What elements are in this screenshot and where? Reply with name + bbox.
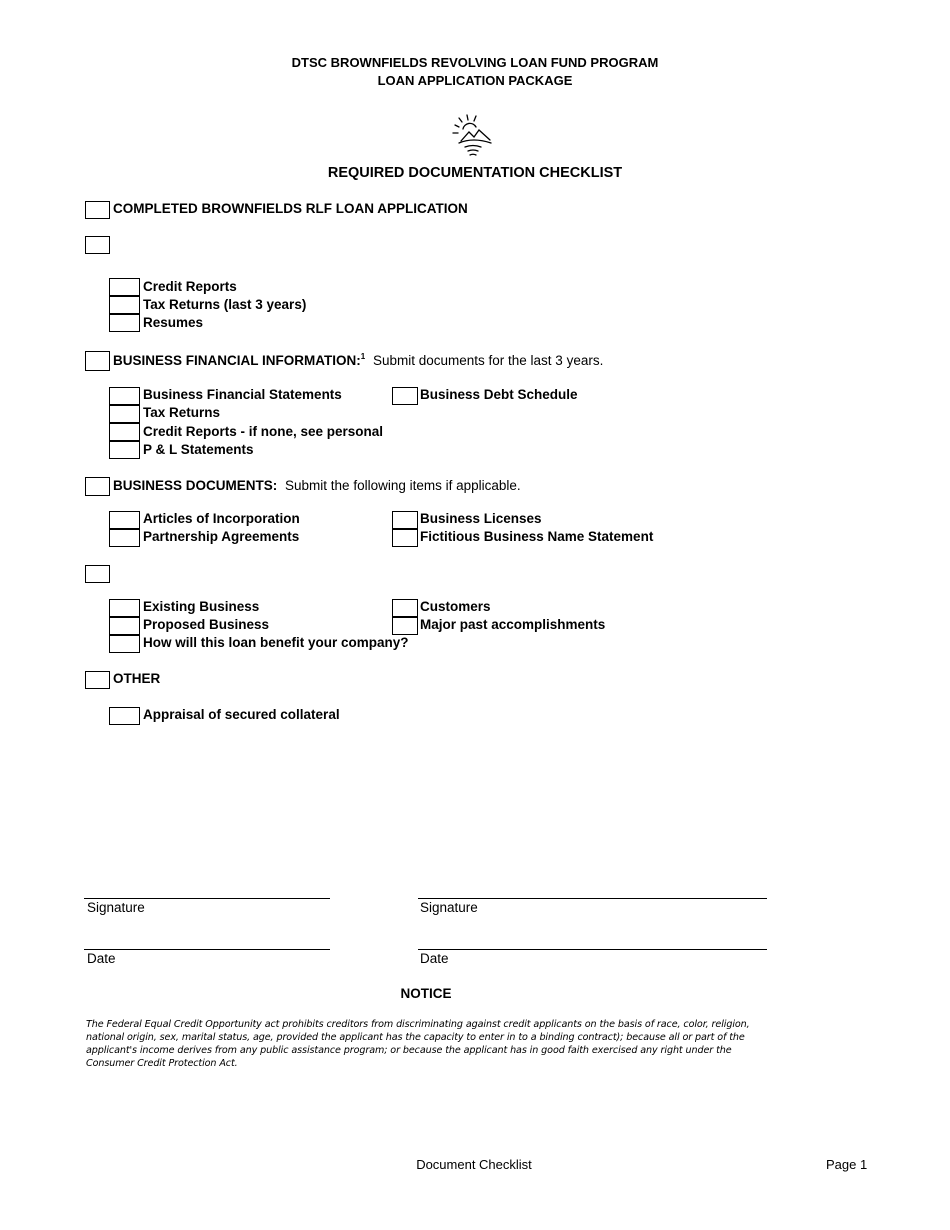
bd-item-licenses: Business Licenses	[420, 511, 542, 526]
right-signature-line[interactable]	[418, 898, 767, 899]
appraisal-checkbox[interactable]	[109, 707, 140, 725]
existing-business-checkbox[interactable]	[109, 599, 140, 617]
footnote-marker: 1	[360, 352, 366, 361]
package-title: LOAN APPLICATION PACKAGE	[377, 73, 573, 88]
personal-item-credit-reports: Credit Reports	[143, 279, 237, 294]
business-financial-checkbox[interactable]	[85, 351, 110, 371]
business-documents-heading	[113, 478, 521, 493]
other-checkbox[interactable]	[85, 671, 110, 689]
bf-item-financial-statements: Business Financial Statements	[143, 387, 342, 402]
business-plan-checkbox[interactable]	[85, 565, 110, 583]
checklist-title: REQUIRED DOCUMENTATION CHECKLIST	[327, 165, 623, 181]
other-label: OTHER	[113, 671, 161, 686]
notice-text: The Federal Equal Credit Opportunity act prohibits creditors from discriminating against credit applicants on the basis of race, color, religion, national origin, sex, marital status, age, provided the applicant has the capacity to enter in to a binding contract); because all or part of the applicant's income derives from any public assistance program; or because the applicant has in good faith exercised any right under the Consumer Credit Protection Act.	[86, 1019, 750, 1069]
fictitious-name-checkbox[interactable]	[392, 529, 418, 547]
credit-reports-checkbox[interactable]	[109, 278, 140, 296]
business-tax-returns-checkbox[interactable]	[109, 405, 140, 423]
bp-item-accomplishments: Major past accomplishments	[420, 617, 606, 632]
business-documents-label: BUSINESS DOCUMENTS:	[113, 478, 278, 493]
bd-item-fictitious-name: Fictitious Business Name Statement	[420, 529, 654, 544]
left-date-label: Date	[87, 951, 116, 966]
bd-item-partnership: Partnership Agreements	[143, 529, 300, 544]
page-number: Page 1	[826, 1157, 868, 1172]
right-signature-label: Signature	[420, 900, 478, 915]
bp-item-existing-business: Existing Business	[143, 599, 260, 614]
right-date-line[interactable]	[418, 949, 767, 950]
bf-item-tax-returns: Tax Returns	[143, 405, 221, 420]
business-debt-schedule-checkbox[interactable]	[392, 387, 418, 405]
articles-checkbox[interactable]	[109, 511, 140, 529]
pl-statements-checkbox[interactable]	[109, 441, 140, 459]
business-licenses-checkbox[interactable]	[392, 511, 418, 529]
bp-item-proposed-business: Proposed Business	[143, 617, 270, 632]
left-signature-label: Signature	[87, 900, 145, 915]
resumes-checkbox[interactable]	[109, 314, 140, 332]
left-date-line[interactable]	[84, 949, 330, 950]
business-credit-reports-checkbox[interactable]	[109, 423, 140, 441]
bf-item-debt-schedule: Business Debt Schedule	[420, 387, 578, 402]
application-checkbox[interactable]	[85, 201, 110, 219]
business-documents-note: Submit the following items if applicable.	[285, 478, 521, 493]
customers-checkbox[interactable]	[392, 599, 418, 617]
bp-item-customers: Customers	[420, 599, 491, 614]
personal-info-checkbox[interactable]	[85, 236, 110, 254]
footer-title: Document Checklist	[416, 1157, 532, 1172]
business-financial-label: BUSINESS FINANCIAL INFORMATION:	[113, 353, 361, 368]
personal-item-resumes: Resumes	[143, 315, 204, 330]
bf-item-credit-reports: Credit Reports - if none, see personal	[143, 424, 384, 439]
left-signature-line[interactable]	[84, 898, 330, 899]
partnership-checkbox[interactable]	[109, 529, 140, 547]
business-financial-note: Submit documents for the last 3 years.	[372, 353, 604, 368]
bp-item-loan-benefit: How will this loan benefit your company?	[143, 635, 409, 650]
sun-mountain-logo-icon	[449, 113, 497, 161]
loan-benefit-checkbox[interactable]	[109, 635, 140, 653]
business-financial-statements-checkbox[interactable]	[109, 387, 140, 405]
right-date-label: Date	[420, 951, 449, 966]
proposed-business-checkbox[interactable]	[109, 617, 140, 635]
bf-item-pl-statements: P & L Statements	[143, 442, 254, 457]
accomplishments-checkbox[interactable]	[392, 617, 418, 635]
other-item-appraisal: Appraisal of secured collateral	[143, 707, 340, 722]
program-title: DTSC BROWNFIELDS REVOLVING LOAN FUND PROGRAM	[291, 55, 659, 70]
business-documents-checkbox[interactable]	[85, 477, 110, 496]
tax-returns-checkbox[interactable]	[109, 296, 140, 314]
business-financial-heading	[113, 353, 603, 368]
application-label: COMPLETED BROWNFIELDS RLF LOAN APPLICATION	[113, 201, 468, 216]
bd-item-articles: Articles of Incorporation	[143, 511, 300, 526]
notice-title: NOTICE	[400, 986, 452, 1001]
personal-item-tax-returns: Tax Returns (last 3 years)	[143, 297, 307, 312]
